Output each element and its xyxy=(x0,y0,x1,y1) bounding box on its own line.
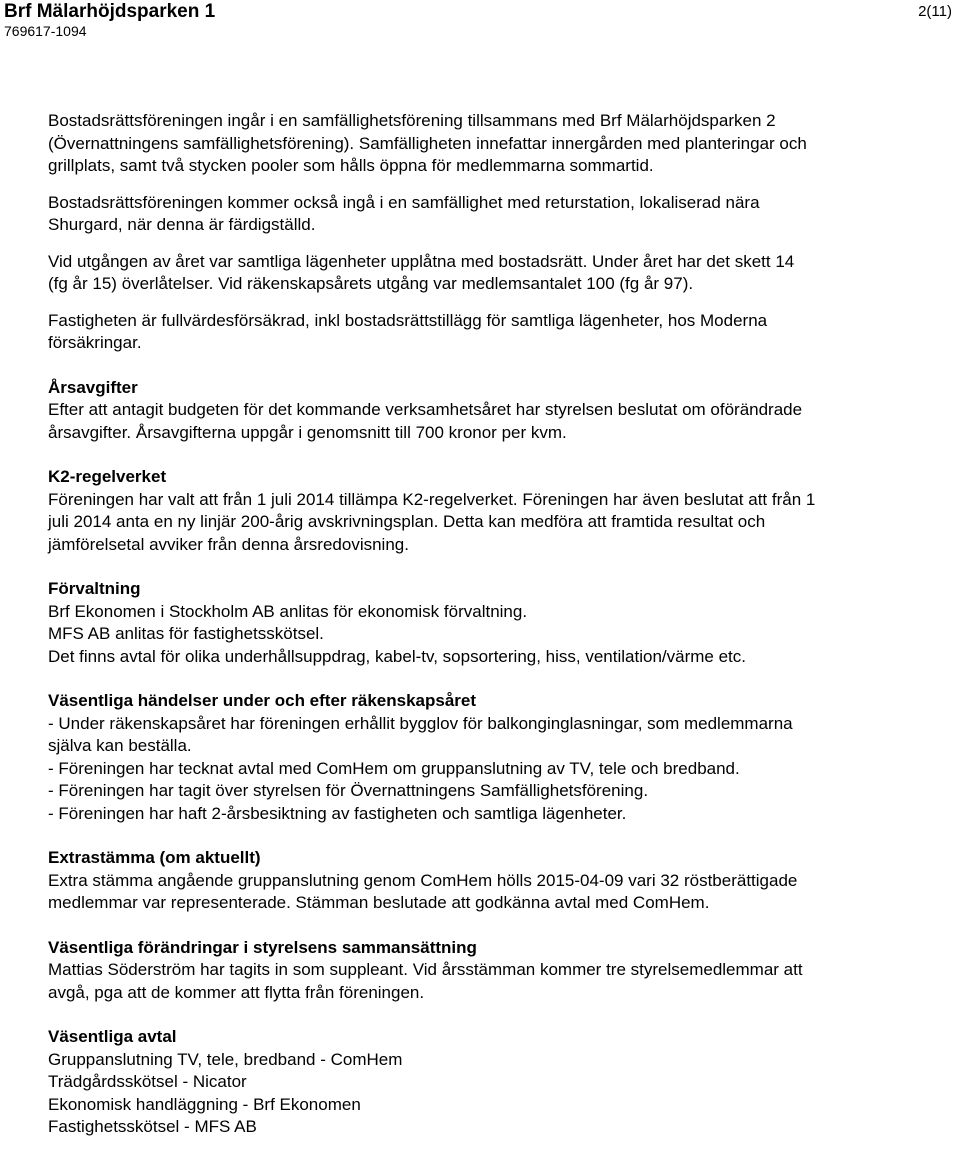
text-line: (Övernattningens samfällighetsförening). Samfälligheten innefattar innergården med planteringar och xyxy=(48,133,807,153)
intro-paragraph-1 xyxy=(48,110,948,178)
text-line: försäkringar. xyxy=(48,333,142,352)
text-line: - Föreningen har tagit över styrelsen för Övernattningens Samfällighetsförening. xyxy=(48,781,649,800)
text-line: Föreningen har valt att från 1 juli 2014 tillämpa K2-regelverket. Föreningen har även beslutat att från 1 xyxy=(48,489,816,509)
intro-paragraph-3 xyxy=(48,251,948,296)
text-line: årsavgifter. Årsavgifterna uppgår i genomsnitt till 700 kronor per kvm. xyxy=(48,422,567,442)
section-vasentliga-handelser xyxy=(48,690,948,825)
text-line: - Föreningen har tecknat avtal med ComHem om gruppanslutning av TV, tele och bredband. xyxy=(48,758,740,778)
section-heading: Väsentliga avtal xyxy=(48,1027,177,1046)
section-heading: Extrastämma (om aktuellt) xyxy=(48,848,261,867)
section-heading: K2-regelverket xyxy=(48,467,167,486)
org-number: 769617-1094 xyxy=(4,23,87,39)
text-line: själva kan beställa. xyxy=(48,736,192,755)
section-k2-regelverket xyxy=(48,466,948,556)
text-line: Mattias Söderström har tagits in som suppleant. Vid årsstämman kommer tre styrelsemedlemmar att xyxy=(48,960,803,979)
text-line: juli 2014 anta en ny linjär 200-årig avskrivningsplan. Detta kan medföra att framtida resultat och xyxy=(48,512,766,531)
text-line: Gruppanslutning TV, tele, bredband - ComHem xyxy=(48,1049,403,1069)
page-number: 2(11) xyxy=(918,3,952,20)
intro-paragraph-2 xyxy=(48,192,948,237)
text-line: - Under räkenskapsåret har föreningen erhållit bygglov för balkonginglasningar, som medlemmarna xyxy=(48,713,793,733)
text-line: jämförelsetal avviker från denna årsredovisning. xyxy=(48,534,409,554)
text-line: Extra stämma angående gruppanslutning genom ComHem hölls 2015-04-09 vari 32 röstberättigade xyxy=(48,870,798,890)
text-line: - Föreningen har haft 2-årsbesiktning av fastigheten och samtliga lägenheter. xyxy=(48,803,627,823)
document-body xyxy=(48,110,948,1161)
section-heading: Väsentliga händelser under och efter räkenskapsåret xyxy=(48,691,477,710)
text-line: Shurgard, när denna är färdigställd. xyxy=(48,215,316,234)
section-styrelse-forandringar xyxy=(48,937,948,1005)
text-line: grillplats, samt två stycken pooler som hålls öppna för medlemmarna sommartid. xyxy=(48,156,654,175)
text-line: Ekonomisk handläggning - Brf Ekonomen xyxy=(48,1094,361,1114)
text-line: Bostadsrättsföreningen ingår i en samfällighetsförening tillsammans med Brf Mälarhöjdsparken 2 xyxy=(48,111,776,130)
text-line: Trädgårdsskötsel - Nicator xyxy=(48,1072,247,1091)
intro-paragraph-4 xyxy=(48,310,948,355)
section-extrastamma xyxy=(48,847,948,915)
section-heading: Väsentliga förändringar i styrelsens sammansättning xyxy=(48,937,477,957)
section-heading: Förvaltning xyxy=(48,579,141,598)
section-forvaltning xyxy=(48,578,948,668)
section-vasentliga-avtal xyxy=(48,1026,948,1139)
text-line: Bostadsrättsföreningen kommer också ingå i en samfällighet med returstation, lokaliserad nära xyxy=(48,192,760,212)
page-header xyxy=(0,0,960,44)
text-line: medlemmar var representerade. Stämman beslutade att godkänna avtal med ComHem. xyxy=(48,893,710,912)
text-line: (fg år 15) överlåtelser. Vid räkenskapsårets utgång var medlemsantalet 100 (fg år 97). xyxy=(48,274,694,293)
text-line: avgå, pga att de kommer att flytta från föreningen. xyxy=(48,982,425,1002)
text-line: Brf Ekonomen i Stockholm AB anlitas för ekonomisk förvaltning. xyxy=(48,601,528,621)
text-line: Fastighetsskötsel - MFS AB xyxy=(48,1117,257,1136)
text-line: MFS AB anlitas för fastighetsskötsel. xyxy=(48,624,324,643)
section-heading: Årsavgifter xyxy=(48,377,138,397)
org-name: Brf Mälarhöjdsparken 1 xyxy=(4,1,216,22)
text-line: Det finns avtal för olika underhållsuppdrag, kabel-tv, sopsortering, hiss, ventilation/värme etc. xyxy=(48,646,746,666)
text-line: Vid utgången av året var samtliga lägenheter upplåtna med bostadsrätt. Under året har det skett 14 xyxy=(48,251,795,271)
section-arsavgifter xyxy=(48,377,948,445)
text-line: Efter att antagit budgeten för det kommande verksamhetsåret har styrelsen beslutat om oförändrade xyxy=(48,400,803,419)
text-line: Fastigheten är fullvärdesförsäkrad, inkl bostadsrättstillägg för samtliga lägenheter, hos Moderna xyxy=(48,310,768,330)
